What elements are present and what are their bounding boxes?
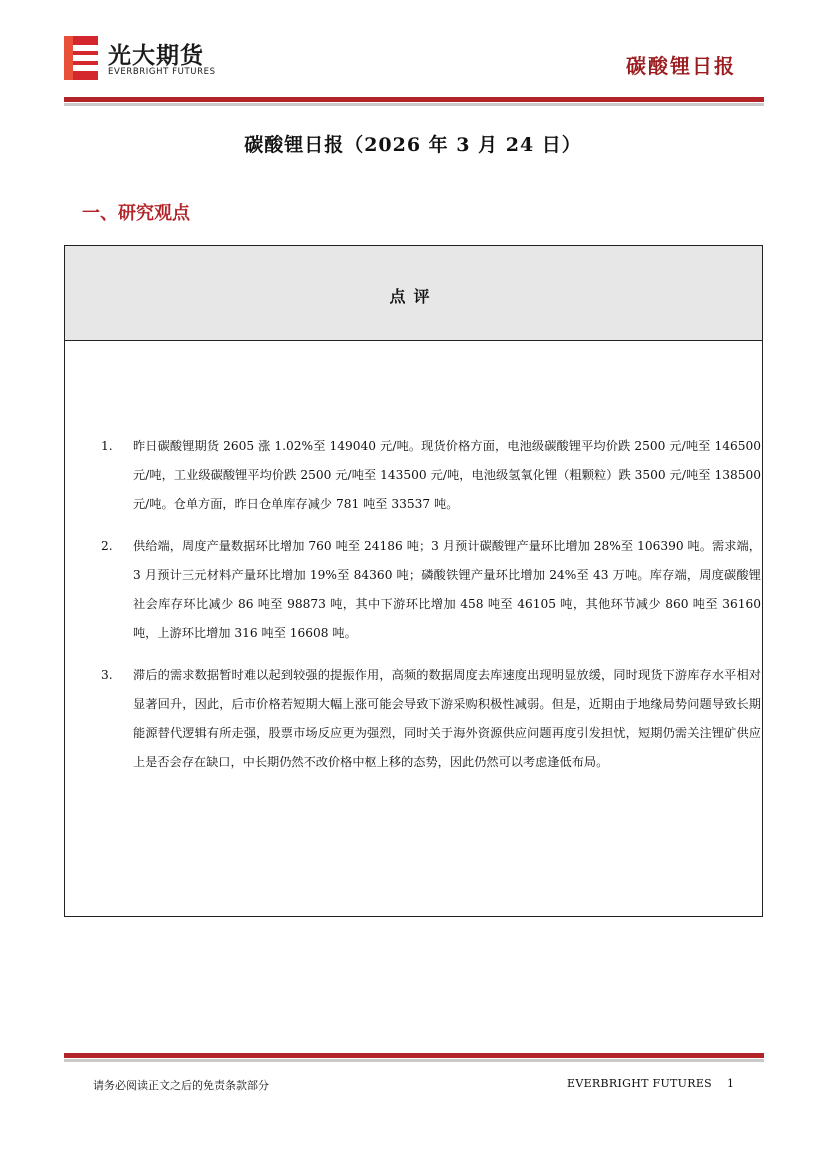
list-item: [101, 432, 761, 519]
commentary-table: [64, 245, 763, 917]
list-item: [101, 661, 761, 777]
report-name: 碳酸锂日报: [626, 54, 736, 78]
list-item-text: 昨日碳酸锂期货 2605 涨 1.02%至 149040 元/吨。现货价格方面，电池级碳酸锂平均价跌 2500 元/吨至 146500 元/吨，工业级碳酸锂平均价跌 2500 元/吨至 143500 元/吨，电池级氢氧化锂（粗颗粒）跌 3500 元/吨至 138500 元/吨。仓单方面，昨日仓单库存减少 781 吨至 33537 吨。: [133, 439, 761, 511]
logo-english-name: EVERBRIGHT FUTURES: [108, 67, 216, 77]
header-divider-red: [64, 97, 764, 102]
disclaimer-note: 请务必阅读正文之后的免责条款部分: [93, 1079, 269, 1092]
list-item-number: 2.: [101, 539, 113, 553]
footer-divider-gray: [64, 1059, 764, 1062]
list-item-number: 3.: [101, 668, 113, 682]
footer-divider-red: [64, 1053, 764, 1058]
everbright-logo-icon: [64, 36, 98, 80]
document-title: 碳酸锂日报（2026 年 3 月 24 日）: [244, 134, 582, 156]
section-heading: 一、研究观点: [82, 203, 190, 224]
page-number: 1: [727, 1077, 734, 1090]
company-logo: [64, 36, 244, 82]
logo-chinese-name: 光大期货: [108, 43, 204, 69]
table-header-label: 点评: [389, 287, 438, 306]
footer-brand: EVERBRIGHT FUTURES: [567, 1077, 712, 1090]
header-divider-gray: [64, 103, 764, 106]
commentary-list: [101, 432, 761, 790]
list-item-number: 1.: [101, 439, 113, 453]
table-header: [65, 246, 762, 341]
list-item: [101, 532, 761, 648]
list-item-text: 供给端，周度产量数据环比增加 760 吨至 24186 吨；3 月预计碳酸锂产量环比增加 28%至 106390 吨。需求端，3 月预计三元材料产量环比增加 19%至 84360 吨；磷酸铁锂产量环比增加 24%至 43 万吨。库存端，周度碳酸锂社会库存环比减少 86 吨至 98873 吨，其中下游环比增加 458 吨至 46105 吨，其他环节减少 860 吨至 36160 吨，上游环比增加 316 吨至 16608 吨。: [133, 539, 761, 640]
list-item-text: 滞后的需求数据暂时难以起到较强的提振作用，高频的数据周度去库速度出现明显放缓，同时现货下游库存水平相对显著回升，因此，后市价格若短期大幅上涨可能会导致下游采购积极性减弱。但是，近期由于地缘局势问题导致长期能源替代逻辑有所走强，股票市场反应更为强烈，同时关于海外资源供应问题再度引发担忧，短期仍需关注锂矿供应上是否会存在缺口，中长期仍然不改价格中枢上移的态势，因此仍然可以考虑逢低布局。: [133, 668, 761, 769]
